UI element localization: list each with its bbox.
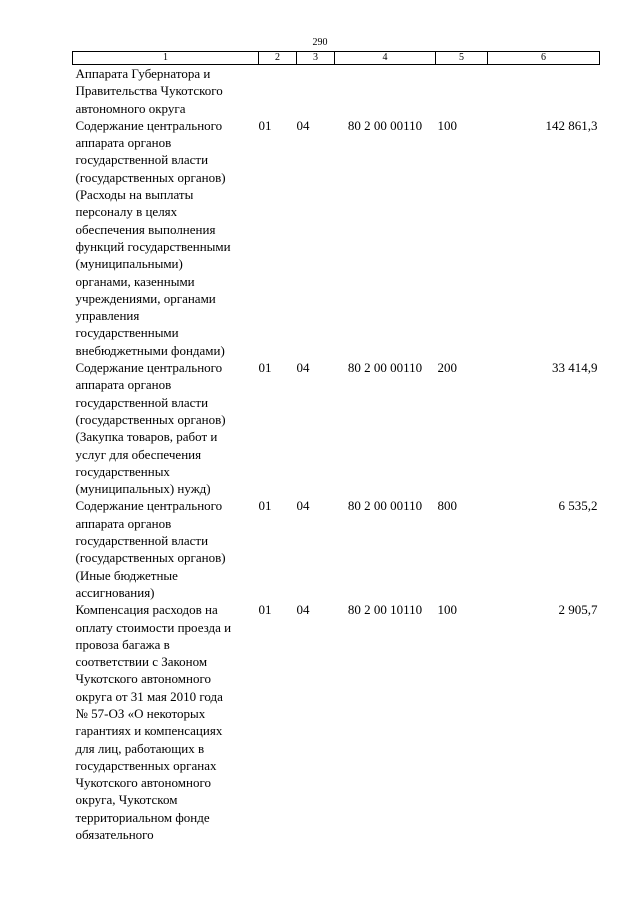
header-col-1: 1 [73, 52, 259, 65]
row-rz: 01 [258, 117, 272, 133]
row-name-line: округа от 31 мая 2010 года [75, 688, 223, 704]
row-name-line: государственной власти [75, 394, 209, 410]
row-name-line: функций государственными [75, 238, 231, 254]
row-name-line: органами, казенными [75, 273, 195, 289]
row-name [73, 497, 259, 601]
row-vr: 100 [437, 602, 457, 618]
row-name-line: автономного округа [75, 100, 186, 116]
row-sum: 2 905,7 [558, 602, 598, 618]
row-vr [436, 65, 488, 117]
row-name-line: Аппарата Губернатора и [75, 66, 211, 81]
row-name-line: (муниципальными) [75, 256, 183, 272]
header-row [73, 52, 600, 65]
row-name-line: обязательного [75, 827, 154, 843]
row-pr [297, 65, 335, 117]
row-name [73, 65, 259, 117]
row-csr: 80 2 00 10110 [347, 602, 423, 618]
table-body [73, 65, 600, 844]
row-name-line: Правительства Чукотского [75, 83, 223, 99]
row-vr: 200 [437, 360, 457, 376]
row-name-line: ассигнования) [75, 584, 155, 600]
row-name-line: государственной власти [75, 152, 209, 168]
table-row [73, 117, 600, 359]
row-csr: 80 2 00 00110 [347, 117, 423, 133]
row-name [73, 359, 259, 497]
header-col-5: 5 [436, 52, 488, 65]
row-name-line: № 57-ОЗ «О некоторых [75, 705, 206, 721]
row-rz: 01 [258, 498, 272, 514]
row-sum: 6 535,2 [558, 498, 598, 514]
row-rz [259, 65, 297, 117]
row-name-line: учреждениями, органами [75, 290, 216, 306]
row-name-line: (Закупка товаров, работ и [75, 429, 218, 445]
row-name-line: государственных органах [75, 757, 217, 773]
page-number: 290 [312, 37, 328, 48]
row-name-line: внебюджетными фондами) [75, 342, 225, 358]
row-name-line: услуг для обеспечения [75, 446, 202, 462]
row-name-line: округа, Чукотском [75, 792, 178, 808]
row-name-line: аппарата органов [75, 515, 172, 531]
row-name-line: Содержание центрального [75, 360, 223, 376]
row-name-line: Чукотского автономного [75, 775, 211, 791]
row-rz: 01 [258, 360, 272, 376]
row-name-line: Содержание центрального [75, 117, 223, 133]
row-pr: 04 [296, 498, 310, 514]
row-name-line: государственной власти [75, 533, 209, 549]
row-name-line: управления [75, 308, 140, 324]
header-col-3: 3 [297, 52, 335, 65]
row-name-line: Содержание центрального [75, 498, 223, 514]
row-name [73, 601, 259, 843]
row-name-line: для лиц, работающих в [75, 740, 205, 756]
row-name-line: (государственных органов) [75, 169, 226, 185]
row-name-line: государственных [75, 463, 170, 479]
table-row [73, 359, 600, 497]
header-col-4: 4 [335, 52, 436, 65]
row-csr: 80 2 00 00110 [347, 498, 423, 514]
row-name-line: аппарата органов [75, 135, 172, 151]
row-name-line: (Иные бюджетные [75, 567, 178, 583]
row-name-line: государственными [75, 325, 179, 341]
row-name-line: (Расходы на выплаты [75, 187, 194, 203]
row-name-line: (государственных органов) [75, 411, 226, 427]
table-header [73, 52, 600, 65]
row-rz: 01 [258, 602, 272, 618]
row-sum: 142 861,3 [545, 117, 598, 133]
header-col-6: 6 [488, 52, 600, 65]
table-row [73, 601, 600, 843]
row-name-line: оплату стоимости проезда и [75, 619, 232, 635]
table-row [73, 497, 600, 601]
row-name-line: (государственных органов) [75, 550, 226, 566]
row-name-line: аппарата органов [75, 377, 172, 393]
row-pr: 04 [296, 360, 310, 376]
row-csr: 80 2 00 00110 [347, 360, 423, 376]
row-name-line: персоналу в целях [75, 204, 178, 220]
row-name-line: обеспечения выполнения [75, 221, 216, 237]
row-vr: 800 [437, 498, 457, 514]
row-name [73, 117, 259, 359]
row-csr [335, 65, 436, 117]
budget-table [72, 51, 600, 843]
row-sum [488, 65, 600, 117]
row-name-line: территориальном фонде [75, 809, 210, 825]
row-pr: 04 [296, 117, 310, 133]
row-name-line: Чукотского автономного [75, 671, 211, 687]
header-col-2: 2 [259, 52, 297, 65]
row-name-line: соответствии с Законом [75, 654, 208, 670]
row-vr: 100 [437, 117, 457, 133]
table-row [73, 65, 600, 117]
row-sum: 33 414,9 [552, 360, 598, 376]
row-name-line: провоза багажа в [75, 636, 170, 652]
row-name-line: Компенсация расходов на [75, 602, 218, 618]
row-pr: 04 [296, 602, 310, 618]
row-name-line: (муниципальных) нужд) [75, 481, 211, 497]
row-name-line: гарантиях и компенсациях [75, 723, 223, 739]
